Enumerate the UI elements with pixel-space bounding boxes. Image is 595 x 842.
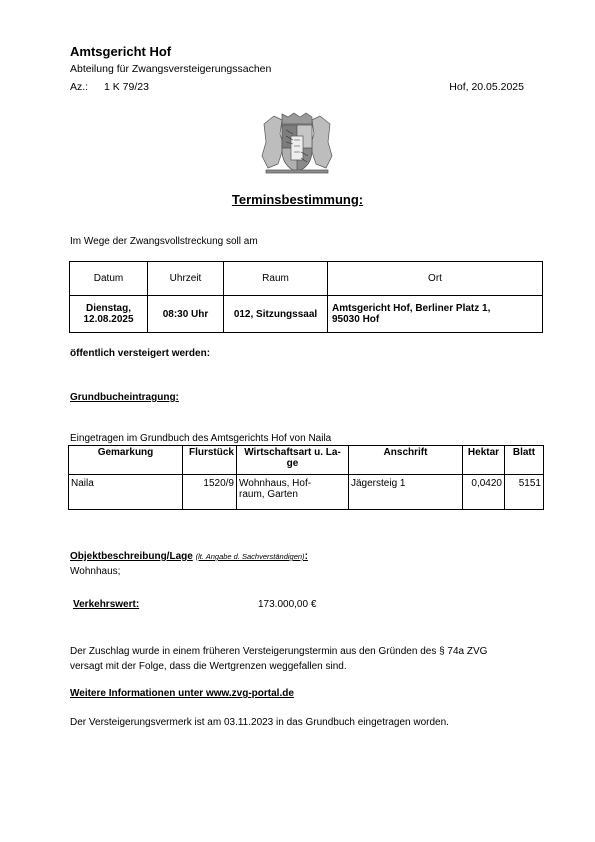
auction-place-line2: 95030 Hof bbox=[332, 314, 380, 325]
market-value: 173.000,00 € bbox=[258, 599, 317, 610]
land-register-intro: Eingetragen im Grundbuch des Amtsgerichts Hof von Naila bbox=[70, 433, 332, 444]
table-row bbox=[70, 296, 543, 333]
department: Abteilung für Zwangsversteigerungssachen bbox=[70, 63, 272, 75]
object-description-label bbox=[70, 551, 308, 562]
registration-note: Der Versteigerungsvermerk ist am 03.11.2023 in das Grundbuch eingetragen worden. bbox=[70, 717, 449, 728]
cell-anschrift: Jägersteig 1 bbox=[349, 475, 463, 510]
object-description-value: Wohnhaus; bbox=[70, 566, 121, 577]
table-row bbox=[69, 475, 544, 510]
object-description-title: Objektbeschreibung/Lage bbox=[70, 551, 193, 562]
table-header-row bbox=[70, 262, 543, 296]
cell-blatt: 5151 bbox=[505, 475, 544, 510]
object-description-colon: : bbox=[304, 551, 308, 562]
auction-time: 08:30 Uhr bbox=[148, 296, 224, 333]
court-name: Amtsgericht Hof bbox=[70, 44, 172, 59]
file-number-label: Az.: bbox=[70, 81, 89, 93]
bid-refusal-note bbox=[70, 645, 540, 674]
file-number-value: 1 K 79/23 bbox=[104, 81, 149, 93]
header-time: Uhrzeit bbox=[148, 262, 224, 296]
page-title: Terminsbestimmung: bbox=[231, 192, 364, 207]
auction-date bbox=[70, 296, 148, 333]
auction-place-line1: Amtsgericht Hof, Berliner Platz 1, bbox=[332, 303, 491, 314]
auction-weekday: Dienstag, bbox=[85, 303, 131, 314]
market-value-label: Verkehrswert: bbox=[73, 599, 140, 610]
header-gemarkung: Gemarkung bbox=[69, 446, 183, 475]
land-register-table bbox=[68, 445, 544, 510]
header-wirtschaftsart-line1: Wirtschaftsart u. La- bbox=[244, 447, 341, 458]
cell-wirtschaftsart-line2: raum, Garten bbox=[239, 489, 298, 500]
bid-refusal-line2: versagt mit der Folge, dass die Wertgrenzen weggefallen sind. bbox=[70, 660, 347, 672]
auction-room: 012, Sitzungssaal bbox=[224, 296, 328, 333]
cell-wirtschaftsart bbox=[237, 475, 349, 510]
header-hektar: Hektar bbox=[463, 446, 505, 475]
header-blatt: Blatt bbox=[505, 446, 544, 475]
schedule-table bbox=[69, 261, 543, 333]
auction-place bbox=[328, 296, 543, 333]
bid-refusal-line1: Der Zuschlag wurde in einem früheren Versteigerungstermin aus den Gründen des § 74a ZVG bbox=[70, 646, 488, 657]
header-room: Raum bbox=[224, 262, 328, 296]
header-wirtschaftsart-line2: ge bbox=[286, 458, 299, 469]
header-place: Ort bbox=[328, 262, 543, 296]
intro-text: Im Wege der Zwangsvollstreckung soll am bbox=[70, 236, 258, 247]
header-flurstueck: Flurstück bbox=[183, 446, 237, 475]
more-info-link[interactable]: Weitere Informationen unter www.zvg-portal.de bbox=[70, 688, 294, 699]
header-anschrift: Anschrift bbox=[349, 446, 463, 475]
object-description-source: (lt. Angabe d. Sachverständigen) bbox=[195, 552, 305, 561]
table-header-row bbox=[69, 446, 544, 475]
cell-hektar: 0,0420 bbox=[463, 475, 505, 510]
header-wirtschaftsart bbox=[237, 446, 349, 475]
auction-day: 12.08.2025 bbox=[83, 314, 134, 325]
cell-gemarkung: Naila bbox=[69, 475, 183, 510]
coat-of-arms-seal bbox=[258, 112, 336, 174]
auction-statement: öffentlich versteigert werden: bbox=[70, 348, 211, 359]
cell-wirtschaftsart-line1: Wohnhaus, Hof- bbox=[239, 478, 312, 489]
land-register-label: Grundbucheintragung: bbox=[70, 392, 179, 403]
file-number bbox=[70, 81, 149, 93]
place-date: Hof, 20.05.2025 bbox=[449, 81, 524, 93]
header-date: Datum bbox=[70, 262, 148, 296]
cell-flurstueck: 1520/9 bbox=[183, 475, 237, 510]
